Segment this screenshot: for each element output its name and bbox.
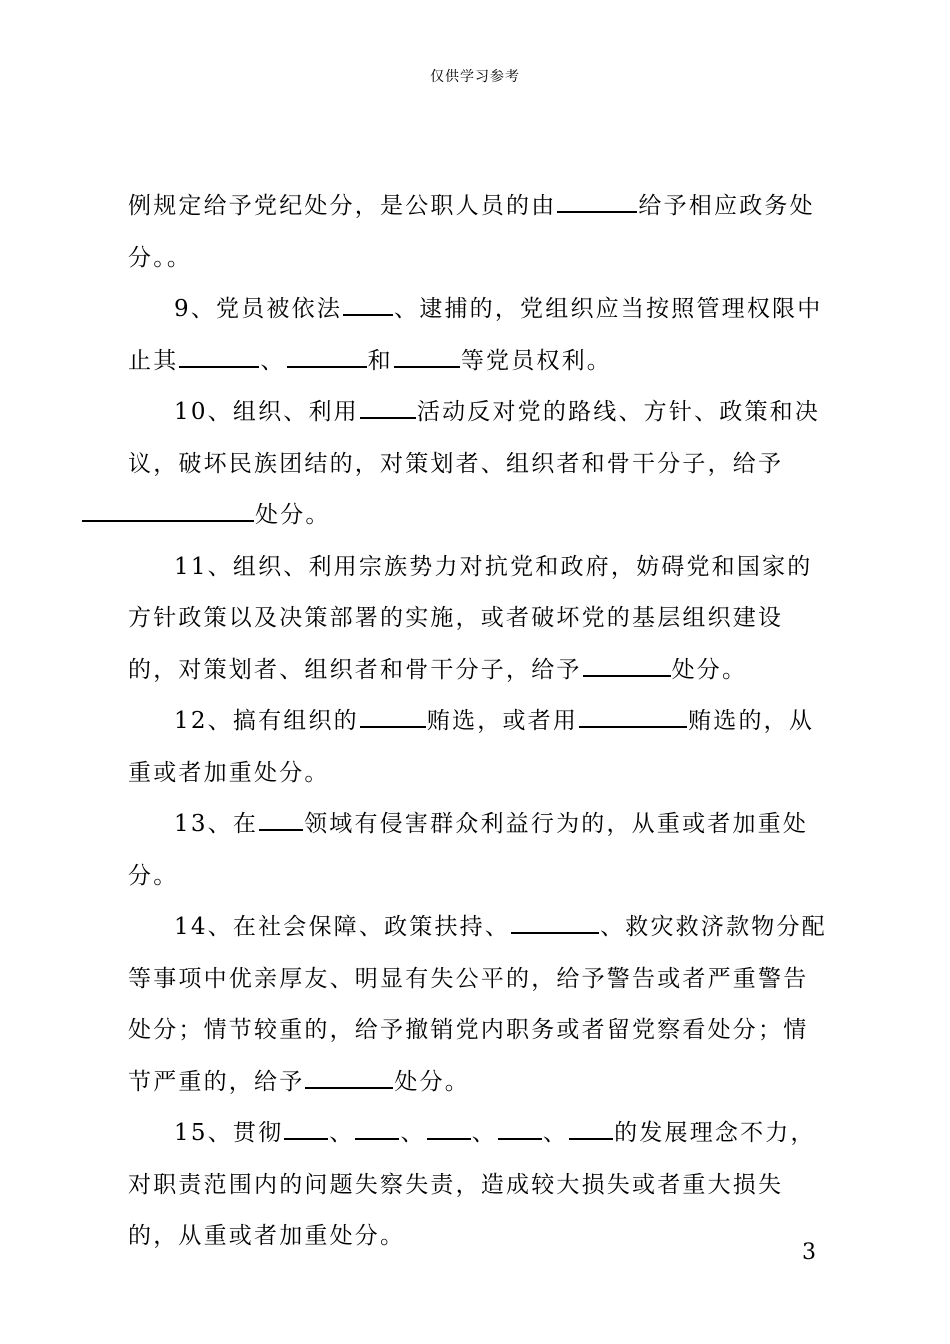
fill-blank[interactable]: [427, 1113, 471, 1140]
paragraph-14: 14、在社会保障、政策扶持、 、救灾救济款物分配等事项中优亲厚友、明显有失公平的，给予警告或者严重警告处分；情节较重的，给予撤销党内职务或者留党察看处分；情节严重的，给予 处分。: [128, 902, 833, 1108]
fill-blank[interactable]: [579, 701, 687, 728]
fill-blank[interactable]: [360, 392, 416, 419]
fill-blank[interactable]: [360, 701, 426, 728]
fill-blank[interactable]: [557, 186, 637, 213]
fill-blank[interactable]: [394, 341, 460, 368]
paragraph-9: 9、党员被依法 、逮捕的，党组织应当按照管理权限中止其 、 和 等党员权利。: [128, 284, 833, 387]
fill-blank[interactable]: [569, 1113, 613, 1140]
fill-blank[interactable]: [284, 1113, 328, 1140]
fill-blank[interactable]: [259, 804, 303, 831]
fill-blank[interactable]: [511, 907, 599, 934]
fill-blank[interactable]: [305, 1062, 393, 1089]
fill-blank[interactable]: [343, 289, 393, 316]
fill-blank[interactable]: [498, 1113, 542, 1140]
fill-blank[interactable]: [287, 341, 367, 368]
fill-blank[interactable]: [179, 341, 259, 368]
fill-blank[interactable]: [355, 1113, 399, 1140]
paragraph-8-continuation: 例规定给予党纪处分，是公职人员的由 给予相应政务处分。。: [128, 181, 833, 284]
page-number: 3: [802, 1240, 816, 1265]
paragraph-11: 11、组织、利用宗族势力对抗党和政府，妨碍党和国家的方针政策以及决策部署的实施，或者破坏党的基层组织建设的，对策划者、组织者和骨干分子，给予 处分。: [128, 553, 813, 683]
fill-blank[interactable]: [82, 495, 254, 522]
paragraph-10: 10、组织、利用 活动反对党的路线、方针、政策和决议，破坏民族团结的，对策划者、组织者和骨干分子，给予 处分。: [128, 387, 833, 542]
paragraph-12: 12、搞有组织的 贿选，或者用 贿选的，从重或者加重处分。: [128, 696, 833, 799]
paragraph-13: 13、在 领域有侵害群众利益行为的，从重或者加重处分。: [128, 799, 833, 902]
fill-blank[interactable]: [583, 650, 671, 677]
document-body: [128, 181, 833, 1263]
paragraph-15: 15、贯彻 、 、 、 、 的发展理念不力，对职责范围内的问题失察失责，造成较大损失或者重大损失的，从重或者加重处分。: [128, 1108, 833, 1263]
page-header: 仅供学习参考: [430, 69, 520, 85]
